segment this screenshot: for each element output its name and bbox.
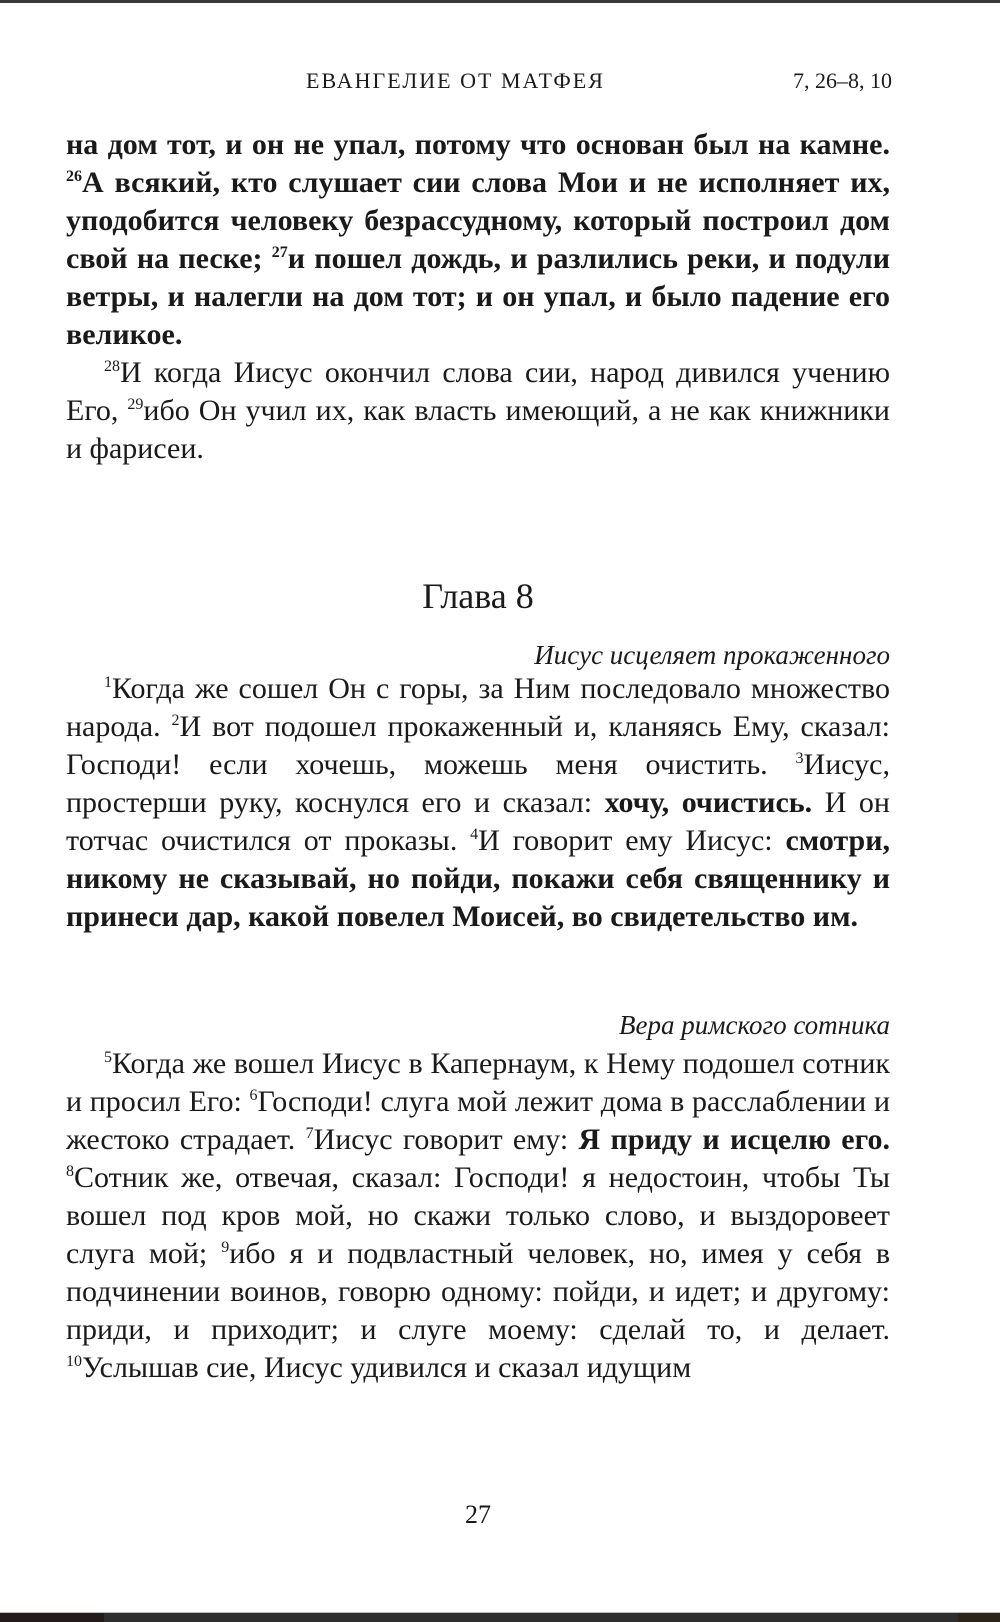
- verse-number: 27: [271, 244, 288, 261]
- verse-number: 3: [795, 750, 804, 767]
- verse-number: 26: [66, 168, 82, 185]
- book-title: ЕВАНГЕЛИЕ ОТ МАТФЕЯ: [306, 68, 605, 93]
- paragraph-verse-5-10: $^5$Когда же вошел Иисус в Капернаум, к Нему подошел сотник и просил Его: $^6$Господи! слуга мой лежит дома в расслаблении и жестоко страдает. $^7$Иисус говорит ему: Я приду и исцелю его. $^8$Сотник же, отвечая, сказал: Господи! я недостоин, чтобы Ты вошел под кров мой, но скажи только слово, и выздоровеет слуга мой; $^9$ибо я и подвластный человек, но, имея у себя в подчинении воинов, говорю одному: пойди, и идет; и другому: приди, и приходит; и слуге моему: сделай то, и делает. $^{10}$Услышав сие, Иисус удивился и сказал идущим: [66, 1047, 891, 1384]
- verse-number: 10: [66, 1353, 82, 1370]
- verse-number: 2: [171, 712, 180, 729]
- chapter-title: Глава 8: [422, 576, 534, 616]
- verse-number: 8: [66, 1163, 74, 1180]
- running-head: [66, 68, 890, 98]
- paragraph-verse-25-27: на дом тот, и он не упал, потому что основан был на камне. $^{26}$А всякий, кто слушает сии слова Мои и не исполняет их, уподобится человеку безрассудному, который построил дом свой на песке; $^{27}$и пошел дождь, и разлились реки, и подули ветры, и налегли на дом тот; и он упал, и было падение его великое.: [66, 128, 890, 351]
- verse-range: 7, 26–8, 10: [793, 68, 892, 93]
- paragraph-verse-28-29: $^{28}$И когда Иисус окончил слова сии, народ дивился учению Его, $^{29}$ибо Он учил их, как власть имеющий, а не как книжники и фарисеи.: [66, 356, 890, 465]
- section-title-centurion: Вера римского сотника: [619, 1010, 890, 1040]
- page-number: 27: [465, 1500, 491, 1529]
- words-of-jesus: смотри, никому не сказывай, но пойди, покажи себя священнику и принеси дар, какой повелел Моисей, во свидетельство им.: [66, 824, 891, 933]
- scan-top-edge: [0, 0, 1000, 3]
- verse-number: 7: [305, 1125, 314, 1142]
- words-of-jesus: хочу, очистись.: [604, 786, 813, 819]
- verse-number: 1: [104, 674, 112, 691]
- section-title-leper: Иисус исцеляет прокаженного: [534, 640, 890, 670]
- verse-number: 29: [127, 396, 144, 413]
- section-centurion-text: [66, 1045, 890, 1387]
- words-of-jesus: Я приду и исцелю его.: [578, 1123, 890, 1156]
- verse-number: 5: [104, 1049, 112, 1066]
- verse-number: 6: [249, 1087, 258, 1104]
- verse-number: 9: [221, 1239, 230, 1256]
- paragraph-verse-1-4: $^1$Когда же сошел Он с горы, за Ним последовало множество народа. $^2$И вот подошел прокаженный и, кланяясь Ему, сказал: Господи! если хочешь, можешь меня очистить. $^3$Иисус, простерши руку, коснулся его и сказал: хочу, очистись. И он тотчас очистился от проказы. $^4$И говорит ему Иисус: смотри, никому не сказывай, но пойди, покажи себя священнику и принеси дар, какой повелел Моисей, во свидетельство им.: [66, 672, 891, 933]
- verse-number: 4: [470, 826, 479, 843]
- chapter7-ending: [66, 126, 890, 468]
- verse-number: 28: [104, 358, 120, 375]
- section-leper-text: [66, 670, 890, 936]
